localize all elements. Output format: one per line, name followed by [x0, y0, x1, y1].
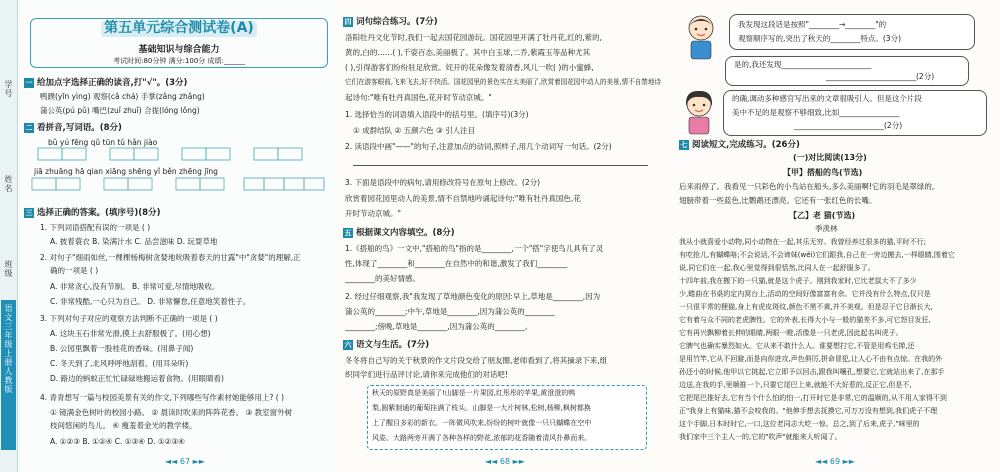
fill-line: 蒲公英的________;中午,草地是________,因为蒲公英的________	[345, 307, 555, 316]
question-line: 3. 下列对句子对应的观察方法判断不正确的一项是 ( )	[40, 314, 218, 323]
section-number: 七	[680, 140, 688, 149]
passage-a-title: 【甲】搭船的鸟(节选)	[783, 168, 863, 177]
passage-line: 说,同它们在一起,我心里觉得到很恬然,比同人在一起舒服多了。	[679, 264, 875, 272]
option-line: C. 非常残酷,一心只为自己。 D. 非常懈怠,任意地笑着性子。	[50, 297, 251, 306]
text-line: 蒲公英(pú pǔ) 嘴巴(zuǐ zhuǐ) 合拢(lóng lǒng)	[40, 106, 200, 115]
passage-line: ( ),引得游客们纷纷驻足欣赏。姹开的花朵像发着清香,风儿一吹( )的小蜜蜂,	[345, 63, 594, 72]
passage-line: 这个手脚,日本时时它,一口,这位老同志大吃一惊。总之,到了后来,虎子,"咪里的	[679, 420, 920, 428]
section-number: 三	[25, 208, 33, 217]
spine-student-id: 学号	[4, 80, 13, 98]
page-69	[665, 0, 1000, 472]
passage-line: 起诗句:"唯有牡丹真国色,花开时节动京城。"	[345, 93, 492, 102]
passage-line: 它们在游客眼前,飞来飞去,好不快活。国花园里的景色实在太美丽了,欣赏着园花园中动人的美景,情不自禁地诗	[345, 78, 661, 86]
pinyin-row: bǔ yú fēng qǔ tūn tǔ hǎn jiào	[48, 138, 158, 147]
passage-line: 我从小就喜爱小动物,同小动物在一起,其乐无穷。我曾经养过很多的猫,平时不行;	[679, 238, 927, 246]
section-5-heading	[343, 226, 455, 238]
option-line: B. 公园里飘着一股桂花的香味。(用鼻子闻)	[50, 344, 194, 353]
speech-bubble	[729, 14, 975, 50]
reading-part-title: (一)对比阅读(13分)	[793, 153, 867, 162]
fill-line: ________;傍晚,草地是________,因为蒲公英的________。	[345, 322, 533, 331]
passage-line: 它把尾巴推好去,它有当个什么怕的怕一,打开时它是非常,它的温顺的,从不用人家得不到	[679, 394, 947, 402]
section-title: 语文与生活。(7分)	[356, 340, 430, 350]
section-3-heading	[24, 206, 160, 218]
excerpt-line: 风姿。大路两旁开满了各种各样的野花,浓郁的花香随着清风扑鼻而来。	[372, 434, 592, 442]
passage-line: 正"我身上有猫味,猫不会咬我的。"他伸手想去抚摸它,可万万没有想到,我们虎子不理	[679, 407, 938, 415]
fill-line: 1.《搭船的鸟》一文中,"搭船的鸟"指的是________,一个"搭"字使鸟儿具有了灵	[345, 244, 604, 253]
passage-line: 黄的,白的……( ),千姿百态,美丽极了。其中白玉球,二乔,紫霞玉等品种尤其	[345, 48, 591, 57]
question-line: 确的一项是 ( )	[50, 266, 99, 275]
passage-line: 少,蜷曲在书桌的定内窝台上,活动的空间好像富富有余。它并没有什么特点,仅只是	[679, 290, 931, 298]
spine-name: 姓名	[4, 175, 13, 193]
fill-line: ________的美好情感。	[345, 274, 420, 283]
question-line: 1. 下列词语搭配有误的一项是 ( )	[40, 223, 151, 232]
passage-line: 它有着与众不同的老虎脾性。它的外表,长得大小与一般的猫差不多,可它怒目发狂,	[679, 316, 931, 324]
option-line: A. 这块玉石非常光滑,摸上去舒服极了。(用心想)	[50, 329, 211, 338]
passage-b-title: 【乙】老 猫(节选)	[789, 211, 856, 220]
page-number: ◄◄ 67 ►►	[165, 457, 205, 466]
fill-line: 性,体现了________和________在自然中的和谐,激发了我们________	[345, 259, 568, 268]
question-line: 4. 青青想写一篇与校园美景有关的作文,下列哪些写作素材她能够用上? ( )	[40, 393, 285, 402]
text-line: 鸭蹼(yīn yìng) 观察(cǎ chá) 手掌(zǎng zhǎng)	[40, 92, 205, 101]
passage-line: 它有再兴飘柳着长伸的眼睛,两眼一瞪,活像是一只老虎,因此起名叫虎子。	[679, 329, 903, 337]
bubble-text: 是的,我还发现________________________	[734, 60, 872, 69]
passage-line: 洛阳牡丹文化节时,我们一起去国花园游玩。国花园里开满了牡丹花,红的,紫的,	[345, 33, 603, 42]
test-subtitle: 基础知识与综合能力	[138, 45, 220, 55]
section-number: 五	[344, 228, 352, 237]
passage-line: 边送,在我的手,里顺推一个,只要它尾巴上来,就能不大好惹的,反正它,但是不,	[679, 381, 912, 389]
section-title: 根据课文内容填空。(8分)	[356, 228, 455, 238]
passage-line: 有吃抢儿,有蝴蝶咯;不会说话,不会谛妹(wěi)它们跟我,自己在一旁边搬去,一样眼睛,围着它	[679, 251, 955, 259]
page-67	[0, 0, 335, 472]
section-1-heading	[24, 76, 187, 88]
bubble-text: ________________________(2分)	[826, 72, 935, 81]
section-title: 看拼音,写词语。(8分)	[37, 123, 122, 133]
option-line: ① 成群结队 ② 五颜六色 ③ 引人注目	[353, 126, 476, 135]
bubble-text: ________________________(2分)	[794, 121, 903, 130]
option-line: ① 镜满金色树叶的校园小路。 ② 晨读时吹来的阵阵花香。 ③ 教室窗外树	[50, 408, 293, 417]
fill-line: 2. 经过仔细观察,我"我发现了草地颜色变化的原因:早上,草地是________,因为	[345, 292, 601, 301]
section-title: 给加点字选择正确的读音,打"√"。(3分)	[37, 78, 188, 88]
instruction-line: 织同学们进行品评讨论,请你来完成他们的对话吧!	[345, 370, 508, 379]
option-line: A. 披着蓑衣 B. 染满汁水 C. 品尝滋味 D. 玩耍草地	[50, 237, 218, 246]
test-header	[30, 18, 328, 68]
bubble-text: 美中不足的是观察不够细致,比如________________	[732, 108, 900, 117]
passage-line: 后来雨停了。我看见一只彩色的小鸟站在船头,多么美丽啊!它的羽毛是翠绿的,	[679, 182, 935, 191]
bubble-text: 的确,调动多种感官写出来的文章很吸引人。但是这个片段	[732, 94, 922, 103]
boy-cartoon-icon	[681, 12, 721, 62]
section-4-heading	[343, 15, 438, 27]
option-line: C. 冬天到了,北风呼呼地刮着。(用耳朵听)	[50, 359, 189, 368]
bubble-text: 我发现这段话是按照"________→________"的	[738, 20, 887, 29]
section-number: 二	[25, 123, 33, 132]
spine-class: 班级	[4, 260, 13, 278]
page-68	[335, 0, 665, 472]
passage-line: 一只很平常的狸猫,身上有虎皮斑纹,颜色不黑不黄,并不美观。但是忍于它日渐长大,	[679, 303, 933, 311]
section-7-heading	[679, 138, 800, 150]
page-number: ◄◄ 69 ►►	[815, 457, 855, 466]
question-line: 3. 下面是语段中的病句,请用修改符号在原句上修改。(2分)	[345, 178, 541, 187]
option-line: D. 路边的蚂蚁正忙忙碌碌地搬运着食物。(用眼睛看)	[50, 374, 224, 383]
instruction-line: 冬冬将自己写的关于秋景的作文片段交给了朋友圈,老师看到了,将其摘录下来,组	[345, 356, 608, 365]
passage-line: 十四年前,我在搬下的一只猫,就是这个虎子。刚到我家时,它比老鼠大不了多少	[679, 277, 917, 285]
passage-line: 翅膀带着一些蓝色,比鹦鹉还漂亮。它还有一张红色的长嘴。	[679, 196, 877, 205]
question-line: 2. 对句子"细雨如丝,一棵棵杨梅树贪婪地吮吸着春天的甘露"中"贪婪"的理解,正	[40, 253, 301, 262]
passage-line: 我们家中三个主人一的,它的"吹声"就能来人听闻了。	[679, 433, 842, 441]
option-line: 枝间悠闲的鸟儿。 ④ 瘦羞着金光的教学楼。	[50, 421, 197, 430]
sentence-line: 开时节动京城。"	[345, 209, 401, 218]
passage-line: 是用竹竿,它从不回避,而是向你进攻,声色俱厉,拼命冒犯,让人心不由有点惊。在我的外	[679, 355, 943, 363]
pinyin-row: jiā zhuāng hā qian xiāng shēng yǐ běn zhēng jīng	[34, 167, 218, 176]
page-number: ◄◄ 68 ►►	[485, 457, 525, 466]
passage-line: 它脾气也确实暴烈如火。它从来不敢什么人。谁要想打它,不管是用鸡毛掸,还	[679, 342, 915, 350]
excerpt-line: 梨,圆紫制通的葡萄挂满了枝头。山脚是一大片树林,松树,杨柳,枫树都换	[372, 404, 591, 412]
test-meta: 考试时间:80分钟 满分:100分 成绩:______	[113, 57, 245, 65]
excerpt-line: 上了醒目多彩的新衣。一阵微风吹来,纷纷的树叶就像一只只蝴蝶在空中	[372, 419, 592, 427]
spine-grade-label: 语文三年级 上册 人教版	[1, 300, 16, 450]
writing-grid-row	[36, 147, 326, 161]
section-number: 四	[344, 17, 352, 26]
section-number: 一	[25, 78, 33, 87]
option-line: A. 非常贪心,没有节制。 B. 非常可爱,尽情地吸收。	[50, 282, 220, 291]
section-title: 词句综合练习。(7分)	[356, 17, 438, 27]
question-line: 2. 读语段中画"——"的句子,注意加点的动词,照样子,用几个动词写一句话。(2分)	[345, 142, 612, 151]
sentence-line: 欣赏着园花园里动人的美景,情不自禁地吟诵起诗句:"唯有牡丹真国色,花	[345, 194, 581, 203]
section-title: 选择正确的答案。(填序号)(8分)	[37, 208, 161, 218]
section-2-heading	[24, 121, 122, 133]
binding-strip	[0, 0, 18, 472]
speech-bubble	[723, 90, 987, 136]
passage-line: 孙还小的时候,他甲以它挑起,它立即予以回击,跟我叫嚷孔,想要它,它就站出来了,在那手	[679, 368, 945, 376]
section-number: 六	[344, 340, 352, 349]
speech-bubble	[725, 56, 969, 86]
section-6-heading	[343, 338, 429, 350]
test-title: 第五单元综合测试卷(A)	[104, 20, 254, 36]
bubble-text: 观察顺序写的,突出了秋天的________特点。(3分)	[738, 34, 902, 43]
excerpt-line: 秋天的原野真是美丽了!山脚是一片果园,红彤彤的苹果,黄澄澄的鸭	[372, 389, 576, 397]
essay-excerpt-box	[367, 385, 647, 450]
girl-cartoon-icon	[679, 88, 719, 136]
section-title: 阅读短文,完成练习。(26分)	[692, 140, 800, 150]
answer-line	[353, 165, 648, 166]
option-line: A. ①②③ B. ①②④ C. ①③④ D. ①②③④	[50, 437, 185, 446]
passage-author: 季羡林	[815, 224, 838, 233]
question-line: 1. 选择恰当的词语填入语段中的括号里。(填序号)(3分)	[345, 110, 529, 119]
writing-grid-row	[30, 177, 330, 191]
